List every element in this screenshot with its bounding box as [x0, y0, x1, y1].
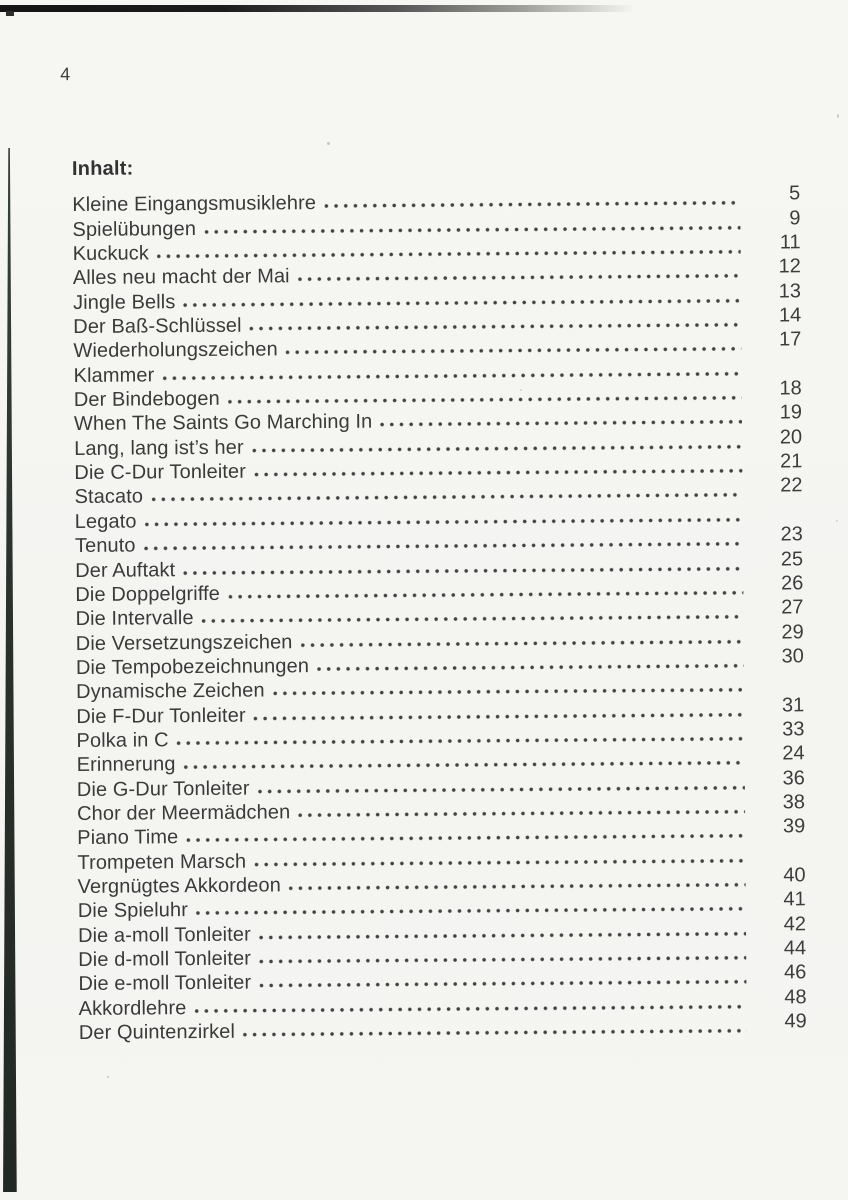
toc-entry-title: Jingle Bells — [72, 290, 176, 314]
toc-entry — [78, 1010, 807, 1045]
toc-entry-title: Kleine Eingangsmusiklehre — [72, 192, 317, 217]
toc-entry-title: Die e-moll Tonleiter — [78, 971, 252, 996]
toc-entry-page: 20 — [779, 426, 803, 449]
leader-dots — [183, 296, 741, 308]
toc-entry-page: 25 — [780, 547, 804, 570]
toc-entry-title: Chor der Meermädchen — [76, 801, 291, 825]
leader-dots — [300, 637, 743, 648]
page-number: 4 — [60, 64, 71, 85]
toc-entry-title: Die Spieluhr — [77, 899, 189, 923]
leader-dots — [324, 199, 740, 210]
leader-dots — [228, 394, 742, 406]
toc-entry-page: 18 — [779, 377, 802, 400]
toc-entry-page: 49 — [784, 1010, 807, 1033]
toc-entry-page: 13 — [778, 279, 802, 303]
leader-dots — [298, 272, 741, 283]
toc-entry-title: Die C-Dur Tonleiter — [74, 460, 247, 485]
toc-entry-title: Klammer — [73, 364, 155, 387]
toc-entry-title: Dynamische Zeichen — [76, 679, 265, 704]
toc-entry-page: 46 — [783, 961, 807, 984]
toc-entry-title: Der Auftakt — [75, 558, 176, 582]
toc-entry-title: Die Intervalle — [75, 607, 194, 631]
leader-dots — [254, 856, 745, 868]
toc-entry-page: 42 — [783, 912, 807, 936]
toc-entry-title: Die G-Dur Tonleiter — [76, 777, 250, 801]
toc-entry-page: 12 — [778, 255, 801, 278]
leader-dots — [204, 223, 740, 235]
toc-entry-title: Spielübungen — [72, 217, 197, 241]
leader-dots — [317, 662, 744, 673]
toc-entry-title: Der Baß-Schlüssel — [73, 314, 242, 339]
toc-entry-title: Die F-Dur Tonleiter — [76, 704, 246, 728]
toc-entry-page: 5 — [788, 182, 801, 205]
toc-entry-page: 39 — [782, 815, 806, 838]
leader-dots — [252, 443, 743, 455]
toc-entry-page: 22 — [780, 474, 803, 497]
toc-entry-title: Vergnügtes Akkordeon — [77, 874, 281, 898]
toc-entry-page: 29 — [781, 620, 804, 643]
toc-entry-page: 41 — [783, 888, 806, 911]
toc-entry-title: Wiederholungszeichen — [73, 338, 278, 363]
leader-dots — [289, 881, 746, 893]
toc-entry-title: Der Quintenzirkel — [78, 1020, 236, 1045]
leader-dots — [184, 759, 745, 771]
leader-dots — [298, 808, 745, 820]
toc-entry-page: 38 — [782, 791, 806, 814]
leader-dots — [259, 954, 746, 966]
leader-dots — [151, 491, 743, 504]
leader-dots — [380, 418, 742, 429]
leader-dots — [145, 516, 743, 529]
toc-entry-title: Trompeten Marsch — [77, 850, 247, 874]
leader-dots — [177, 735, 745, 747]
toc-entry-title: Lang, lang ist’s her — [74, 436, 244, 460]
toc-entry-title: Akkordlehre — [78, 996, 187, 1020]
toc-entry-title: Tenuto — [74, 534, 136, 558]
leader-dots — [162, 369, 741, 382]
leader-dots — [186, 832, 745, 844]
toc-entry-page: 33 — [782, 718, 805, 741]
toc-entry-page: 21 — [779, 450, 803, 473]
toc-entry-page: 23 — [780, 523, 803, 546]
toc-entry-page: 36 — [782, 766, 805, 790]
toc-entry-title: Die d-moll Tonleiter — [78, 947, 252, 971]
leader-dots — [157, 248, 741, 261]
leader-dots — [144, 540, 743, 553]
toc-list — [72, 182, 807, 1045]
leader-dots — [194, 1002, 746, 1014]
toc-entry-title: Piano Time — [77, 826, 179, 850]
leader-dots — [273, 686, 744, 698]
toc-entry-title: Polka in C — [76, 729, 169, 752]
toc-entry-page: 26 — [780, 572, 804, 595]
leader-dots — [254, 467, 742, 479]
leader-dots — [196, 905, 746, 917]
leader-dots — [183, 564, 743, 576]
toc-entry-title: Die a-moll Tonleiter — [77, 923, 251, 947]
toc-entry-page: 48 — [784, 985, 807, 1009]
toc-entry-page: 11 — [779, 231, 801, 254]
toc-entry-page: 24 — [782, 742, 805, 765]
table-of-contents — [72, 152, 807, 1044]
leader-dots — [250, 321, 742, 333]
toc-entry-title: Die Doppelgriffe — [75, 582, 221, 606]
leader-dots — [243, 1027, 747, 1039]
toc-entry-title: Erinnerung — [76, 753, 176, 777]
toc-entry-title: Legato — [74, 510, 137, 533]
leader-dots — [258, 783, 745, 795]
toc-entry-page: 44 — [783, 937, 807, 960]
toc-entry-page: 27 — [781, 596, 804, 619]
toc-entry-page: 40 — [783, 864, 806, 887]
toc-entry-page: 31 — [781, 693, 805, 717]
toc-entry-page: 14 — [778, 304, 802, 327]
leader-dots — [286, 345, 742, 357]
toc-entry-title: Kuckuck — [72, 242, 150, 266]
leader-dots — [228, 589, 743, 601]
toc-heading: Inhalt: — [71, 157, 134, 180]
toc-entry-title: Stacato — [74, 485, 144, 509]
toc-entry-page: 30 — [781, 645, 804, 668]
toc-entry-page: 17 — [779, 328, 802, 351]
leader-dots — [202, 613, 744, 625]
toc-entry-title: Die Versetzungszeichen — [75, 630, 293, 655]
toc-entry-title: Alles neu macht der Mai — [72, 265, 290, 290]
toc-entry-page: 19 — [779, 401, 803, 424]
leader-dots — [254, 710, 745, 722]
toc-entry-title: When The Saints Go Marching In — [73, 411, 373, 436]
toc-entry-page: 9 — [789, 206, 801, 230]
toc-entry-title: Die Tempobezeichnungen — [75, 655, 310, 679]
leader-dots — [259, 978, 746, 990]
leader-dots — [259, 929, 746, 941]
toc-entry-title: Der Bindebogen — [73, 387, 220, 412]
